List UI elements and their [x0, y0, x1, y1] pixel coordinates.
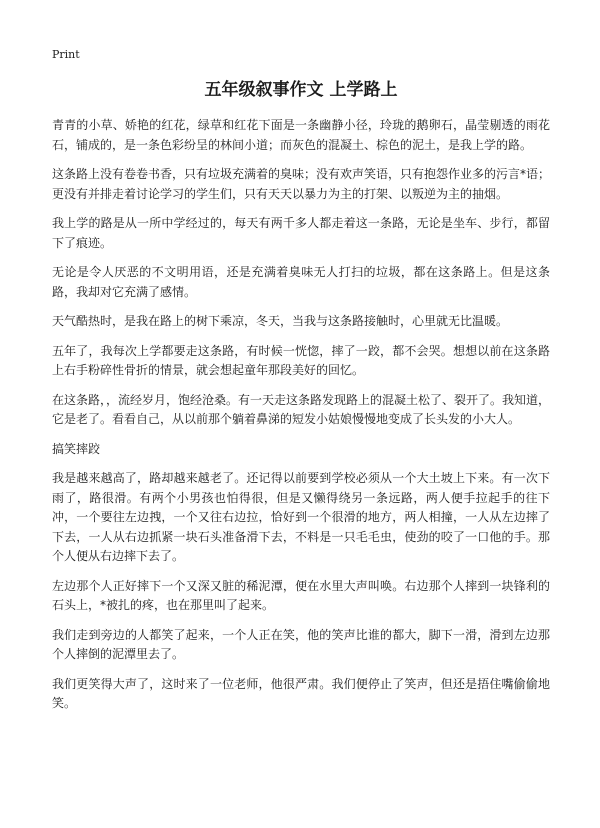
paragraph-10: 我们走到旁边的人都笑了起来，一个人正在笑，他的笑声比谁的都大，脚下一滑，滑到左边那个人摔倒的泥潭里去了。: [52, 627, 550, 661]
paragraph-11: 我们更笑得大声了，这时来了一位老师，他很严肃。我们便停止了笑声，但还是捂住嘴偷偷地笑。: [52, 676, 550, 710]
print-link[interactable]: Print: [52, 48, 80, 61]
paragraph-9: 左边那个人正好摔下一个又深又脏的稀泥潭，便在水里大声叫唤。右边那个人摔到一块锋利的石头上，*被扎的疼，也在那里叫了起来。: [52, 578, 550, 612]
paragraph-8: 我是越来越高了，路却越来越老了。还记得以前要到学校必须从一个大土坡上下来。有一次下雨了，路很滑。有两个小男孩也怕得很，但是又懒得绕另一条远路，两人便手拉起手的往下冲，一个要往左边拽，一个又往右边拉，恰好到一个很滑的地方，两人相撞，一人从左边摔了下去，一人从右边抓紧一块石头准备滑下去，不料是一只毛毛虫，使劲的咬了一口他的手。那个人便从右边摔下去了。: [52, 471, 550, 563]
paragraph-7: 在这条路，，流经岁月，饱经沧桑。有一天走这条路发现路上的混凝土松了、裂开了。我知道，它是老了。看看自己，从以前那个躺着鼻涕的短发小姑娘慢慢地变成了长头发的小大人。: [52, 392, 551, 426]
paragraph-4: 无论是令人厌恶的不文明用语，还是充满着臭味无人打扫的垃圾，都在这条路上。但是这条路，我却对它充满了感情。: [52, 265, 550, 299]
article-title: 五年级叙事作文 上学路上: [204, 80, 398, 100]
paragraph-3: 我上学的路是从一所中学经过的，每天有两千多人都走着这一条路，无论是坐车、步行，都留下了痕迹。: [52, 216, 550, 250]
paragraph-1: 青青的小草、娇艳的红花，绿草和红花下面是一条幽静小径，玲珑的鹅卵石，晶莹剔透的雨花石，铺成的，是一条色彩纷呈的林间小道；而灰色的混凝土、棕色的泥土，是我上学的路。: [52, 118, 550, 152]
section-subheading: 搞笑摔跤: [52, 441, 101, 456]
paragraph-5: 天气酷热时，是我在路上的树下乘凉，冬天，当我与这条路接触时，心里就无比温暖。: [52, 314, 509, 328]
paragraph-2: 这条路上没有卷卷书香，只有垃圾充满着的臭味；没有欢声笑语，只有抱怨作业多的污言*语；更没有并排走着讨论学习的学生们，只有天天以暴力为主的打架、以叛逆为主的抽烟。: [52, 167, 551, 201]
paragraph-6: 五年了，我每次上学都要走这条路，有时候一恍惚，摔了一跤，都不会哭。想想以前在这条路上右手粉碎性骨折的情景，就会想起童年那段美好的回忆。: [52, 343, 550, 377]
